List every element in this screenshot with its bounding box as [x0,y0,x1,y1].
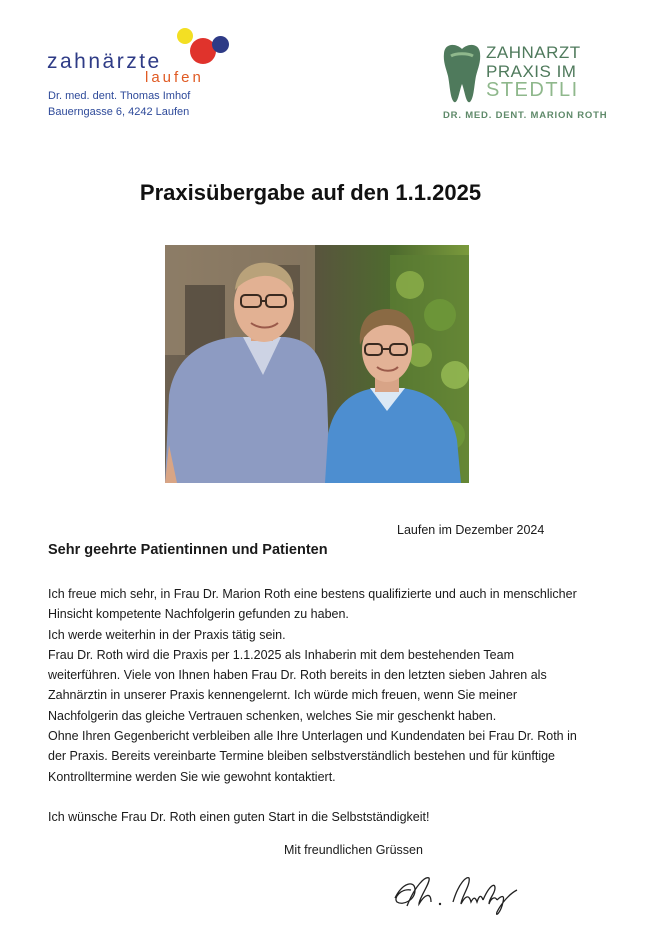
body-line: Zahnärztin in unserer Praxis kennengelernt. Ich würde mich freuen, wenn Sie meiner [48,688,517,703]
right-logo-line3: STEDTLI [486,79,579,101]
logo-word: zahnärzte [47,50,162,73]
body-line: Ich werde weiterhin in der Praxis tätig sein. [48,627,286,642]
right-logo-subtitle: DR. MED. DENT. MARION ROTH [443,110,608,121]
signature [385,868,530,920]
logo-dot-blue [212,36,229,53]
logo-zahnarztpraxis-im-stedtli [440,40,610,130]
closing-wish: Ich wünsche Frau Dr. Roth einen guten Start in die Selbstständigkeit! [48,810,430,825]
body-line: Ohne Ihren Gegenbericht verbleiben alle Ihre Unterlagen und Kundendaten bei Frau Dr. Roth in [48,729,577,744]
body-line: weiterführen. Viele von Ihnen haben Frau Dr. Roth bereits in den letzten sieben Jahren als [48,668,547,683]
body-line: Frau Dr. Roth wird die Praxis per 1.1.2025 als Inhaberin mit dem bestehenden Team [48,647,514,662]
place-date: Laufen im Dezember 2024 [397,523,545,537]
logo-sub-word: laufen [145,69,204,86]
left-doctor-name: Dr. med. dent. Thomas Imhof [48,90,191,102]
paragraph-gap [48,787,648,807]
salutation: Sehr geehrte Patientinnen und Patienten [48,542,328,558]
closing-greeting: Mit freundlichen Grüssen [284,843,423,857]
left-address: Bauerngasse 6, 4242 Laufen [48,106,190,118]
tooth-icon [442,42,482,104]
logo-dot-yellow [177,28,193,44]
letter-body [48,584,648,828]
page-title: Praxisübergabe auf den 1.1.2025 [139,180,482,205]
right-logo-line1: ZAHNARZT [486,43,581,62]
logo-zahnaerzte-laufen [45,26,245,126]
right-logo-line2: PRAXIS IM [486,62,577,81]
body-line: Nachfolgerin das gleiche Vertrauen schenken, welches Sie mir geschenkt haben. [48,708,497,723]
body-line: Kontrolltermine werden Sie wie gewohnt kontaktiert. [48,769,336,784]
photo-dentists [165,245,469,483]
body-line: Hinsicht kompetente Nachfolgerin gefunden zu haben. [48,607,349,622]
body-line: Ich freue mich sehr, in Frau Dr. Marion Roth eine bestens qualifizierte und auch in menschlicher [48,587,577,601]
body-line: der Praxis. Bereits vereinbarte Termine bleiben selbstverständlich bestehen und für künftige [48,749,555,764]
